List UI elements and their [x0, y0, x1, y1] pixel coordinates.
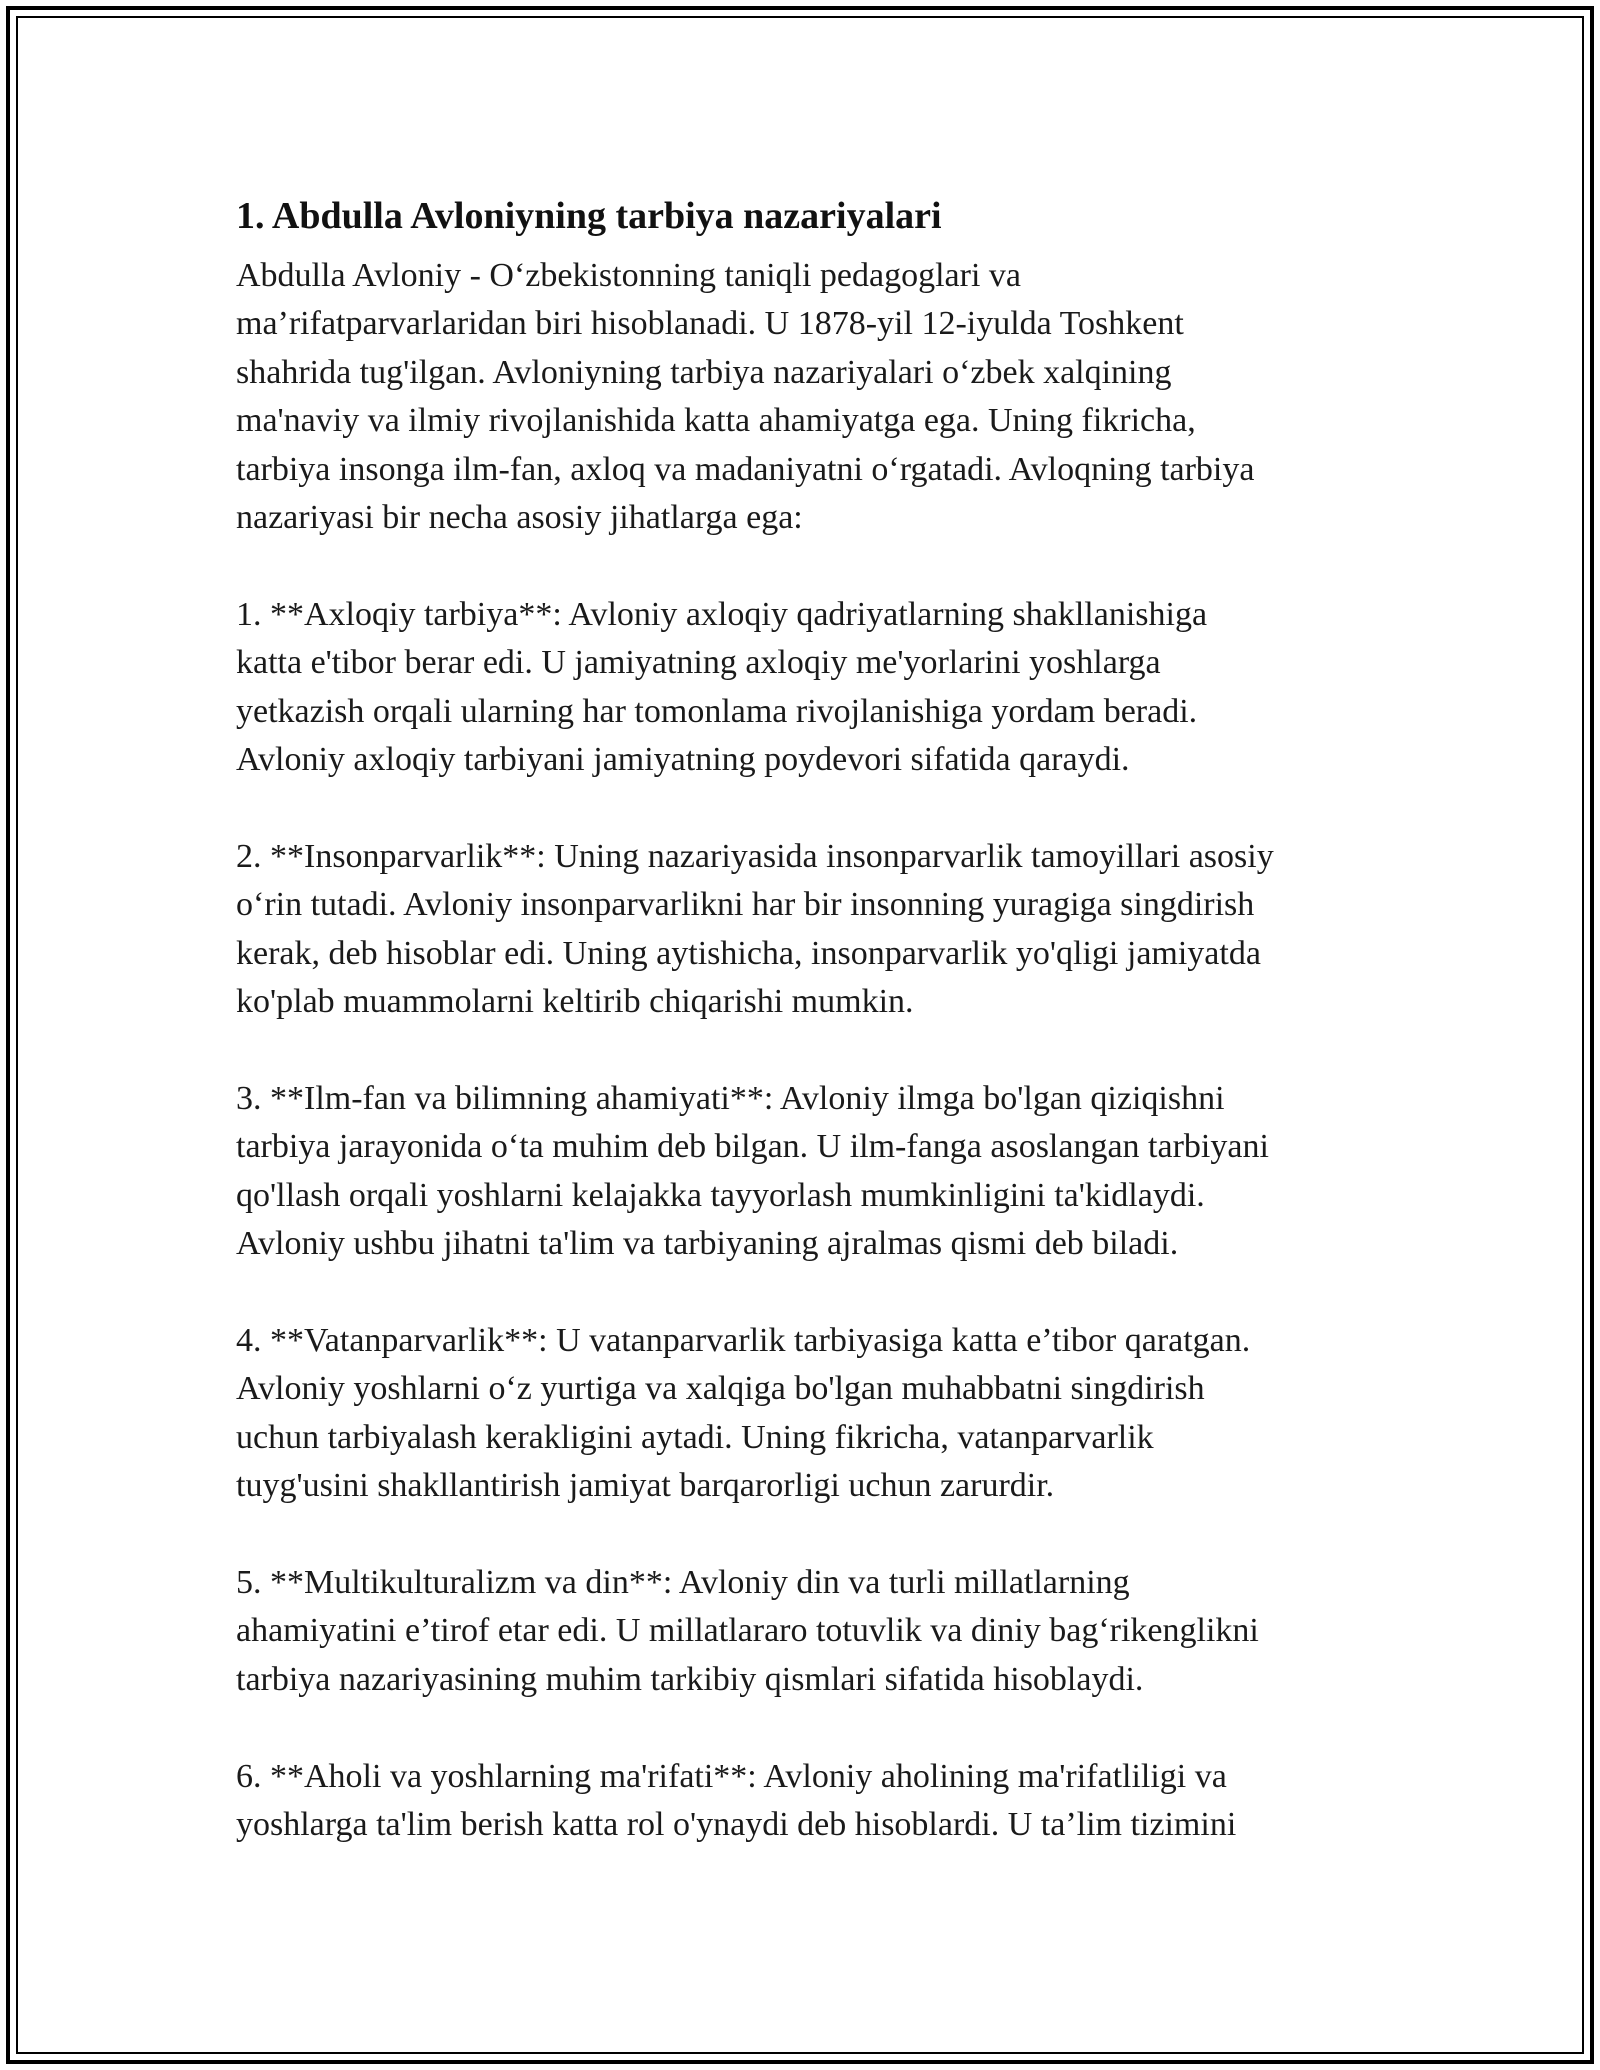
text-line: shahrida tug'ilgan. Avloniyning tarbiya nazariyalari o‘zbek xalqining	[236, 353, 1172, 391]
list-item-marifat	[236, 1753, 1366, 1850]
text-line: tarbiya insonga ilm-fan, axloq va madaniyatni o‘rgatadi. Avloqning tarbiya	[236, 450, 1255, 488]
text-line: 5. **Multikulturalizm va din**: Avloniy din va turli millatlarning	[236, 1563, 1130, 1601]
text-line: tarbiya nazariyasining muhim tarkibiy qismlari sifatida hisoblaydi.	[236, 1660, 1144, 1698]
document-body	[236, 186, 1366, 1898]
text-line: tarbiya jarayonida o‘ta muhim deb bilgan. U ilm-fanga asoslangan tarbiyani	[236, 1128, 1269, 1166]
text-line: 2. **Insonparvarlik**: Uning nazariyasida insonparvarlik tamoyillari asosiy	[236, 837, 1274, 875]
list-item-ilm-fan	[236, 1075, 1366, 1269]
list-item-insonparvarlik	[236, 833, 1366, 1027]
text-line: 6. **Aholi va yoshlarning ma'rifati**: Avloniy aholining ma'rifatliligi va	[236, 1757, 1227, 1795]
text-line: 1. **Axloqiy tarbiya**: Avloniy axloqiy qadriyatlarning shakllanishiga	[236, 595, 1208, 633]
text-line: Avloniy axloqiy tarbiyani jamiyatning poydevori sifatida qaraydi.	[236, 741, 1130, 779]
list-item-vatanparvarlik	[236, 1317, 1366, 1511]
text-line: katta e'tibor berar edi. U jamiyatning axloqiy me'yorlarini yoshlarga	[236, 644, 1161, 682]
text-line: yetkazish orqali ularning har tomonlama rivojlanishiga yordam beradi.	[236, 692, 1198, 730]
text-line: Abdulla Avloniy - O‘zbekistonning taniqli pedagoglari va	[236, 257, 1021, 294]
section-heading: 1. Abdulla Avloniyning tarbiya nazariyalari	[236, 195, 942, 237]
list-item-axloqiy-tarbiya	[236, 591, 1366, 785]
text-line: 4. **Vatanparvarlik**: U vatanparvarlik tarbiyasiga katta e’tibor qaratgan.	[236, 1321, 1251, 1359]
list-item-multikulturalizm	[236, 1559, 1366, 1704]
text-line: tuyg'usini shakllantirish jamiyat barqarorligi uchun zarurdir.	[236, 1467, 1055, 1505]
text-line: o‘rin tutadi. Avloniy insonparvarlikni har bir insonning yuragiga singdirish	[236, 886, 1255, 924]
text-line: qo'llash orqali yoshlarni kelajakka tayyorlash mumkinligini ta'kidlaydi.	[236, 1176, 1205, 1214]
intro-paragraph	[236, 252, 1366, 542]
text-line: nazariyasi bir necha asosiy jihatlarga ega:	[236, 499, 803, 537]
text-line: Avloniy ushbu jihatni ta'lim va tarbiyaning ajralmas qismi deb biladi.	[236, 1225, 1179, 1263]
text-line: ko'plab muammolarni keltirib chiqarishi mumkin.	[236, 983, 914, 1021]
text-line: ma’rifatparvarlaridan biri hisoblanadi. U 1878-yil 12-iyulda Toshkent	[236, 305, 1184, 343]
text-line: Avloniy yoshlarni o‘z yurtiga va xalqiga bo'lgan muhabbatni singdirish	[236, 1370, 1205, 1408]
text-line: yoshlarga ta'lim berish katta rol o'ynaydi deb hisoblardi. U ta’lim tizimini	[236, 1805, 1237, 1843]
text-line: kerak, deb hisoblar edi. Uning aytishicha, insonparvarlik yo'qligi jamiyatda	[236, 934, 1261, 972]
text-line: uchun tarbiyalash kerakligini aytadi. Uning fikricha, vatanparvarlik	[236, 1418, 1154, 1456]
text-line: 3. **Ilm-fan va bilimning ahamiyati**: Avloniy ilmga bo'lgan qiziqishni	[236, 1079, 1225, 1117]
text-line: ma'naviy va ilmiy rivojlanishida katta ahamiyatga ega. Uning fikricha,	[236, 402, 1196, 440]
text-line: ahamiyatini e’tirof etar edi. U millatlararo totuvlik va diniy bag‘rikenglikni	[236, 1612, 1259, 1650]
